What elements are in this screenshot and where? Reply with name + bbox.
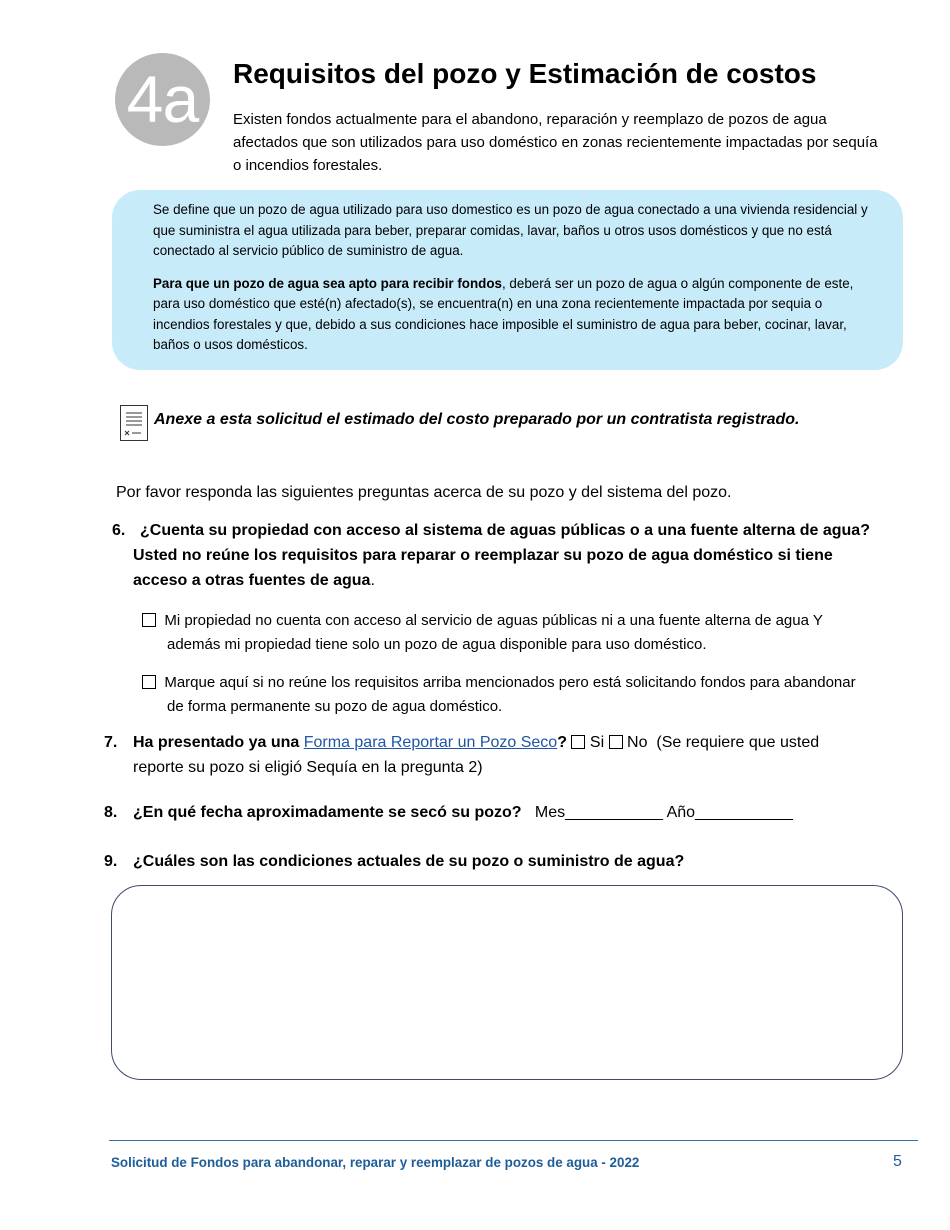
question-8-number: 8. xyxy=(104,804,118,821)
dry-well-report-link[interactable]: Forma para Reportar un Pozo Seco xyxy=(303,734,558,751)
q6-option-1 xyxy=(142,609,862,657)
q7-no-checkbox[interactable] xyxy=(609,735,623,749)
page-title: Requisitos del pozo y Estimación de costos xyxy=(233,58,817,89)
q7-yes-label: Si xyxy=(589,734,605,751)
question-7-number: 7. xyxy=(104,734,118,751)
eligibility-heading: Para que un pozo de agua sea apto para recibir fondos xyxy=(153,275,502,291)
well-conditions-answer-box[interactable] xyxy=(111,885,903,1080)
q6-option-2-checkbox[interactable] xyxy=(142,675,156,689)
question-6 xyxy=(112,518,882,593)
question-7-note: (Se requiere que usted reporte su pozo si eligió Sequía en la pregunta 2) xyxy=(133,734,820,776)
q6-option-1-checkbox[interactable] xyxy=(142,613,156,627)
info-paragraph-eligibility xyxy=(153,274,873,356)
question-9-text: ¿Cuáles son las condiciones actuales de su pozo o suministro de agua? xyxy=(133,853,685,870)
instructions-text: Por favor responda las siguientes preguntas acerca de su pozo y del sistema del pozo. xyxy=(116,484,732,501)
question-7 xyxy=(104,730,864,780)
q7-no-label: No xyxy=(627,734,648,751)
document-checklist-icon xyxy=(120,405,148,441)
info-paragraph-definition: Se define que un pozo de agua utilizado para uso domestico es un pozo de agua conectado a una vivienda residencial y que suministra el agua utilizada para beber, preparar comidas, lavar, baños u otros usos domésticos y que no está conectado al servicio público de suministro de agua. xyxy=(153,202,868,258)
q6-option-2 xyxy=(142,671,862,719)
question-9-number: 9. xyxy=(104,853,118,870)
question-8-text: ¿En qué fecha aproximadamente se secó su pozo? xyxy=(133,804,522,821)
month-field[interactable]: Mes___________ xyxy=(534,804,663,821)
q6-option-2-label: Marque aquí si no reúne los requisitos arriba mencionados pero está solicitando fondos para abandonar de forma permanente su pozo de agua doméstico. xyxy=(164,674,856,715)
question-6-number: 6. xyxy=(112,522,126,539)
question-9 xyxy=(104,853,684,871)
footer-divider xyxy=(109,1140,918,1141)
question-8 xyxy=(104,804,793,822)
section-badge: 4a xyxy=(115,53,210,146)
info-box xyxy=(112,190,903,370)
question-7-qmark: ? xyxy=(557,734,567,751)
question-7-prefix: Ha presentado ya una xyxy=(133,734,300,751)
question-6-period: . xyxy=(370,572,375,589)
question-6-text xyxy=(112,518,882,593)
annex-note: Anexe a esta solicitud el estimado del costo preparado por un contratista registrado. xyxy=(154,411,800,428)
q7-yes-checkbox[interactable] xyxy=(571,735,585,749)
intro-text: Existen fondos actualmente para el abandono, reparación y reemplazo de pozos de agua afectados que son utilizados para uso doméstico en zonas recientemente impactadas por sequía o incendios forestales. xyxy=(233,111,878,174)
q6-option-1-label: Mi propiedad no cuenta con acceso al servicio de aguas públicas ni a una fuente alterna de agua Y además mi propiedad tiene solo un pozo de agua disponible para uso doméstico. xyxy=(164,612,823,653)
question-6-question: ¿Cuenta su propiedad con acceso al sistema de aguas públicas o a una fuente alterna de agua? Usted no reúne los requisitos para reparar o reemplazar su pozo de agua doméstico si tiene acceso a otras fuentes de agua xyxy=(133,522,870,589)
footer-title: Solicitud de Fondos para abandonar, reparar y reemplazar de pozos de agua - 2022 xyxy=(111,1155,640,1170)
eligibility-text: , deberá ser un pozo de agua o algún componente de este, para uso doméstico que esté(n) afectado(s), se encuentra(n) en una zona recientemente impactada por sequia o incendios forestales y que, debido a sus condiciones hace imposible el suministro de agua para beber, cocinar, lavar, baños o usos domésticos. xyxy=(153,275,854,352)
year-field[interactable]: Año___________ xyxy=(666,804,793,821)
page-number: 5 xyxy=(893,1153,902,1170)
